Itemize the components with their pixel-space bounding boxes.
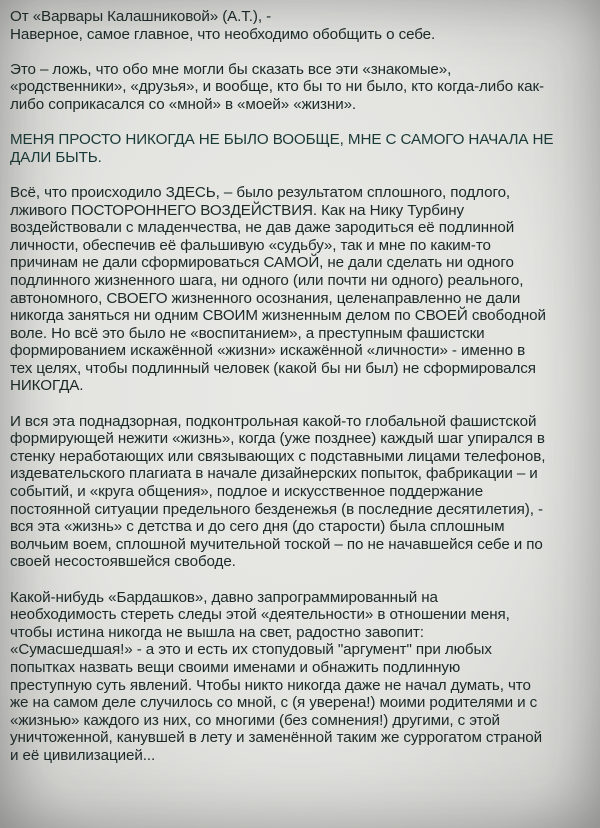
text-line: издевательского плагиата в начале дизайнерских попыток, фабрикации – и xyxy=(10,465,538,483)
text-line: и её цивилизацией... xyxy=(10,746,156,764)
text-line: формирующей нежити «жизнь», когда (уже позднее) каждый шаг упирался в xyxy=(10,430,545,448)
text-line: стенку неработающих или связывающих с подставными лицами телефонов, xyxy=(10,447,546,465)
paragraph-bardashkov xyxy=(10,589,590,765)
text-line: преступную суть явлений. Чтобы никто никогда даже не начал думать, что xyxy=(10,676,531,694)
text-line: личности, обеспечив её фальшивую «судьбу», так и мне по каким-то xyxy=(10,236,491,254)
text-line: От «Варвары Калашниковой» (А.Т.), - xyxy=(10,8,272,25)
text-line: постоянной ситуации предельного безденежья (в последние десятилетия), - xyxy=(10,500,543,518)
text-line: Какой-нибудь «Бардашков», давно запрограммированный на xyxy=(10,588,438,606)
text-line: причинам не дали сформироваться САМОЙ, не дали сделать ни одного xyxy=(10,254,514,272)
text-line: воле. Но всё это было не «воспитанием», а преступным фашистски xyxy=(10,324,485,342)
text-line: волчьим воем, сплошной мучительной тоской – по не начавшейся себе и по xyxy=(10,535,543,553)
text-line: автономного, СВОЕГО жизненного осознания, целенаправленно не дали xyxy=(10,289,521,307)
text-line: И вся эта поднадзорная, подконтрольная какой-то глобальной фашистской xyxy=(10,412,537,430)
text-line: лживого ПОСТОРОННЕГО ВОЗДЕЙСТВИЯ. Как на Нику Турбину xyxy=(10,201,464,219)
paragraph-never xyxy=(10,131,590,166)
text-line: «родственники», «друзья», и вообще, кто бы то ни было, кто когда-либо как- xyxy=(10,78,544,96)
text-line: ДАЛИ БЫТЬ. xyxy=(10,148,102,166)
paragraph-supervised xyxy=(10,413,590,571)
text-line: «Сумасшедшая!» - а это и есть их стопудовый "аргумент" при любых xyxy=(10,641,492,659)
text-line: воздействовали с младенчества, не дав даже зародиться её подлинной xyxy=(10,219,515,237)
text-line: Всё, что происходило ЗДЕСЬ, – было результатом сплошного, подлого, xyxy=(10,183,511,201)
text-line: событий, и «круга общения», подлое и искусственное поддержание xyxy=(10,483,484,501)
text-line: никогда заняться ни одним СВОИМ жизненным делом по СВОЕЙ свободной xyxy=(10,307,546,325)
text-line: формированием искажённой «жизни» искажённой «личности» - именно в xyxy=(10,342,526,360)
text-line: же на самом деле случилось со мной, с (я уверена!) моими родителями и с xyxy=(10,694,538,712)
paragraph-intro xyxy=(10,8,590,43)
text-line: НИКОГДА. xyxy=(10,377,84,395)
text-line: вся эта «жизнь» с детства и до сего дня (до старости) была сплошным xyxy=(10,518,505,536)
text-line: Наверное, самое главное, что необходимо обобщить о себе. xyxy=(10,25,436,43)
text-line: подлинного жизненного шага, ни одного (или почти ни одного) реального, xyxy=(10,271,524,289)
text-line: МЕНЯ ПРОСТО НИКОГДА НЕ БЫЛО ВООБЩЕ, МНЕ С САМОГО НАЧАЛА НЕ xyxy=(10,131,554,149)
text-line: чтобы истина никогда не вышла на свет, радостно завопит: xyxy=(10,623,424,641)
document-body xyxy=(10,8,590,765)
text-line: уничтоженной, канувшей в лету и заменённой таким же суррогатом страной xyxy=(10,729,542,747)
text-line: своей несостоявшейся свободе. xyxy=(10,553,236,571)
text-line: попытках назвать вещи своими именами и обнажить подлинную xyxy=(10,658,461,676)
text-line: «жизнью» каждого из них, со многими (без сомнения!) другими, с этой xyxy=(10,711,500,729)
paragraph-everything xyxy=(10,184,590,395)
paragraph-lie xyxy=(10,61,590,114)
text-line: либо соприкасался со «мной» в «моей» «жизни». xyxy=(10,95,357,113)
text-line: тех целях, чтобы подлинный человек (какой бы ни был) не сформировался xyxy=(10,359,536,377)
text-line: необходимость стереть следы этой «деятельности» в отношении меня, xyxy=(10,606,510,624)
text-line: Это – ложь, что обо мне могли бы сказать все эти «знакомые», xyxy=(10,60,452,78)
